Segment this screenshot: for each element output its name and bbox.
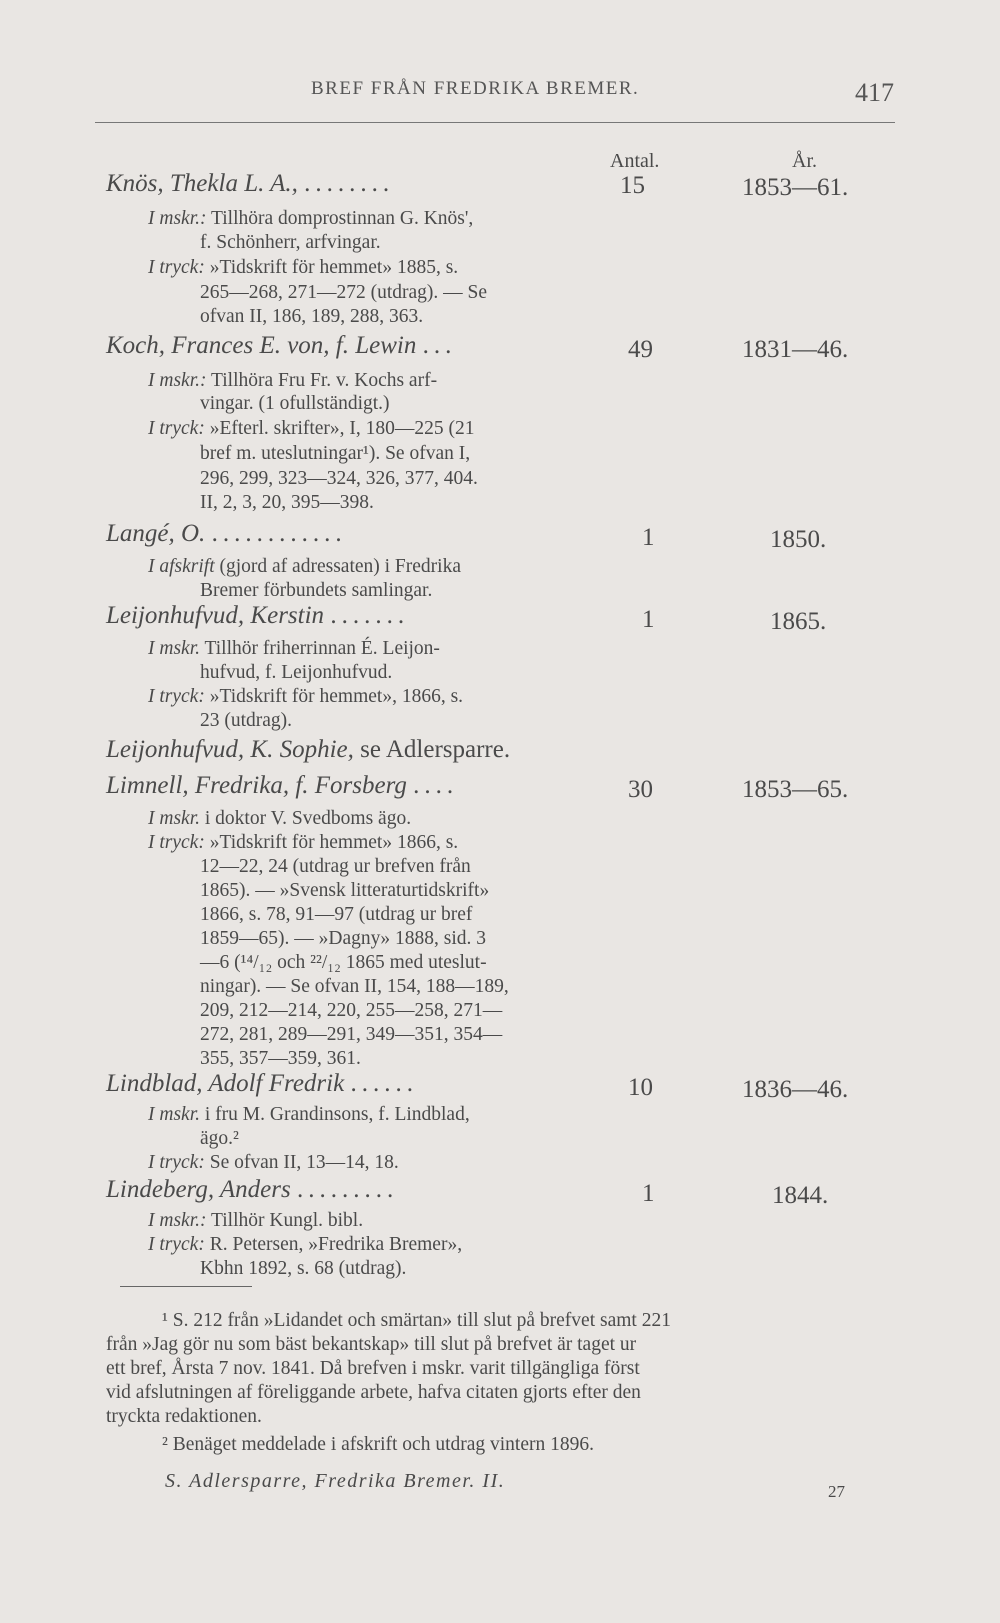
entry-line: 1859—65). — »Dagny» 1888, sid. 3 xyxy=(200,928,486,949)
entry-years: 1865. xyxy=(770,608,827,635)
entry-name: Limnell, Fredrika, f. Forsberg .... xyxy=(106,772,459,799)
running-title: BREF FRÅN FREDRIKA BREMER. xyxy=(311,78,640,99)
entry-line: —6 (¹⁴/₁₂ och ²²/₁₂ 1865 med uteslut- xyxy=(200,952,487,973)
entry-line: I mskr. i doktor V. Svedboms ägo. xyxy=(148,808,412,829)
entry-line: I afskrift (gjord af adressaten) i Fredrika xyxy=(148,556,461,577)
entry-name: Leijonhufvud, K. Sophie, se Adlersparre. xyxy=(106,736,511,763)
footnote-rule xyxy=(120,1286,252,1287)
entry-years: 1850. xyxy=(770,526,827,553)
entry-line: ofvan II, 186, 189, 288, 363. xyxy=(200,306,424,327)
entry-line: 12—22, 24 (utdrag ur brefven från xyxy=(200,856,471,877)
entry-line: 23 (utdrag). xyxy=(200,710,293,731)
printer-signature: S. Adlersparre, Fredrika Bremer. II. xyxy=(165,1470,506,1492)
entry-line: I tryck: »Tidskrift för hemmet» 1866, s. xyxy=(148,832,459,853)
footnote-line: tryckta redaktionen. xyxy=(106,1406,262,1427)
entry-years: 1831—46. xyxy=(742,336,849,363)
entry-line: Kbhn 1892, s. 68 (utdrag). xyxy=(200,1258,407,1279)
entry-line: I tryck: »Tidskrift för hemmet», 1866, s. xyxy=(148,686,464,707)
entry-line: ningar). — Se ofvan II, 154, 188—189, xyxy=(200,976,509,997)
entry-name: Leijonhufvud, Kerstin ....... xyxy=(106,602,410,629)
entry-line: 272, 281, 289—291, 349—351, 354— xyxy=(200,1024,503,1045)
footnote-line: ² Benäget meddelade i afskrift och utdrag vintern 1896. xyxy=(162,1434,594,1455)
entry-count: 1 xyxy=(642,606,655,633)
entry-line: I mskr. Tillhör friherrinnan É. Leijon- xyxy=(148,638,440,659)
entry-line: I mskr. i fru M. Grandinsons, f. Lindblad, xyxy=(148,1104,470,1125)
entry-line: 209, 212—214, 220, 255—258, 271— xyxy=(200,1000,503,1021)
footnote-line: ¹ S. 212 från »Lidandet och smärtan» till slut på brefvet samt 221 xyxy=(162,1310,671,1331)
page-number: 417 xyxy=(855,78,894,107)
entry-count: 10 xyxy=(628,1074,653,1101)
entry-line: I tryck: Se ofvan II, 13—14, 18. xyxy=(148,1152,399,1173)
entry-count: 15 xyxy=(620,172,645,199)
column-header-ar: År. xyxy=(792,150,817,172)
entry-name: Langé, O. ............ xyxy=(106,520,347,547)
entry-line: 355, 357—359, 361. xyxy=(200,1048,361,1069)
entry-name: Lindblad, Adolf Fredrik ...... xyxy=(106,1070,418,1097)
entry-count: 49 xyxy=(628,336,653,363)
footnote-line: från »Jag gör nu som bäst bekantskap» till slut på brefvet är taget ur xyxy=(106,1334,637,1355)
entry-years: 1836—46. xyxy=(742,1076,849,1103)
entry-line: I mskr.: Tillhöra Fru Fr. v. Kochs arf- xyxy=(148,370,438,391)
entry-line: 265—268, 271—272 (utdrag). — Se xyxy=(200,282,488,303)
entry-line: II, 2, 3, 20, 395—398. xyxy=(200,492,374,513)
entry-years: 1853—65. xyxy=(742,776,849,803)
entry-count: 30 xyxy=(628,776,653,803)
entry-line: I tryck: R. Petersen, »Fredrika Bremer», xyxy=(148,1234,463,1255)
entry-name: Lindeberg, Anders ......... xyxy=(106,1176,399,1203)
entry-name: Knös, Thekla L. A., ........ xyxy=(106,170,395,197)
entry-line: vingar. (1 ofullständigt.) xyxy=(200,393,390,414)
footnote-line: vid afslutningen af föreliggande arbete, hafva citaten gjorts efter den xyxy=(106,1382,641,1403)
header-rule xyxy=(95,122,895,123)
entry-name: Koch, Frances E. von, f. Lewin ... xyxy=(106,332,457,359)
entry-years: 1853—61. xyxy=(742,174,849,201)
entry-count: 1 xyxy=(642,524,655,551)
entry-line: hufvud, f. Leijonhufvud. xyxy=(200,662,393,683)
entry-line: bref m. uteslutningar¹). Se ofvan I, xyxy=(200,443,471,464)
column-header-antal: Antal. xyxy=(610,150,660,172)
entry-line: f. Schönherr, arfvingar. xyxy=(200,232,381,253)
entry-line: I tryck: »Efterl. skrifter», I, 180—225 (21 xyxy=(148,418,475,439)
entry-line: 1865). — »Svensk litteraturtidskrift» xyxy=(200,880,490,901)
entry-line: I tryck: »Tidskrift för hemmet» 1885, s. xyxy=(148,257,459,278)
entry-count: 1 xyxy=(642,1180,655,1207)
entry-line: 1866, s. 78, 91—97 (utdrag ur bref xyxy=(200,904,473,925)
entry-line: I mskr.: Tillhöra domprostinnan G. Knös', xyxy=(148,208,474,229)
entry-line: I mskr.: Tillhör Kungl. bibl. xyxy=(148,1210,364,1231)
entry-line: 296, 299, 323—324, 326, 377, 404. xyxy=(200,468,478,489)
entry-line: Bremer förbundets samlingar. xyxy=(200,580,433,601)
footnote-line: ett bref, Årsta 7 nov. 1841. Då brefven i mskr. varit tillgängliga först xyxy=(106,1358,640,1379)
entry-line: ägo.² xyxy=(200,1128,239,1149)
sheet-number: 27 xyxy=(828,1482,845,1501)
entry-years: 1844. xyxy=(772,1182,829,1209)
